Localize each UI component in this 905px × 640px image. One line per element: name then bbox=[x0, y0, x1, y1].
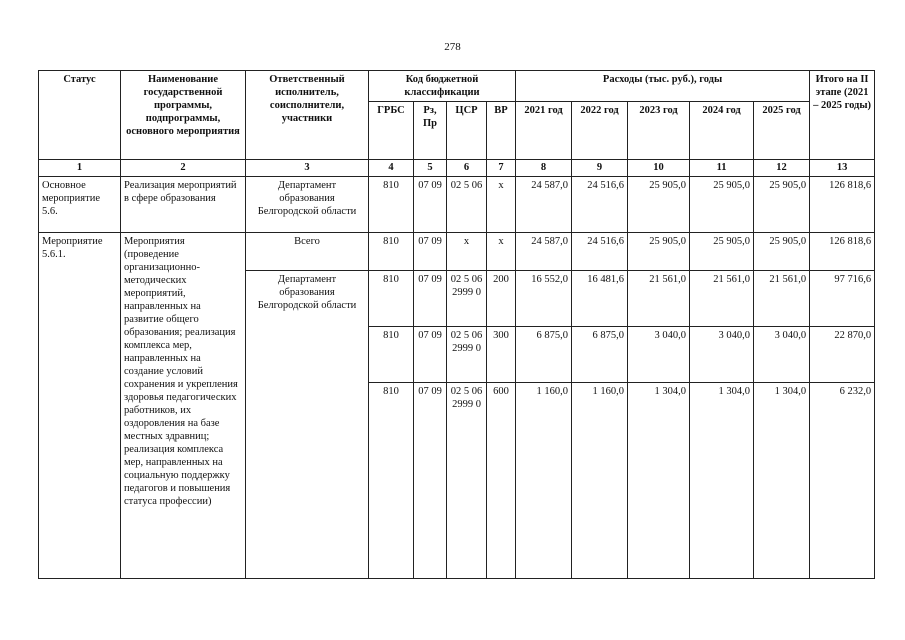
table-row-event-total bbox=[39, 233, 875, 271]
row4-2025: 3 040,0 bbox=[754, 327, 810, 383]
column-number-row bbox=[39, 160, 875, 177]
column-number: 6 bbox=[447, 160, 487, 177]
header-status: Статус bbox=[39, 71, 121, 160]
row1-2022: 24 516,6 bbox=[572, 177, 628, 233]
header-budget-code: Код бюджетной классификации bbox=[369, 71, 516, 102]
row1-status: Основное мероприятие 5.6. bbox=[39, 177, 121, 233]
row5-2024: 1 304,0 bbox=[690, 383, 754, 579]
row5-csr: 02 5 06 2999 0 bbox=[447, 383, 487, 579]
header-2023: 2023 год bbox=[628, 102, 690, 160]
row1-2024: 25 905,0 bbox=[690, 177, 754, 233]
row2-2025: 25 905,0 bbox=[754, 233, 810, 271]
row5-2021: 1 160,0 bbox=[516, 383, 572, 579]
row1-total: 126 818,6 bbox=[810, 177, 875, 233]
row4-2022: 6 875,0 bbox=[572, 327, 628, 383]
table-row-main-event bbox=[39, 177, 875, 233]
header-vr: ВР bbox=[487, 102, 516, 160]
row1-2021: 24 587,0 bbox=[516, 177, 572, 233]
row3-2021: 16 552,0 bbox=[516, 271, 572, 327]
row4-2023: 3 040,0 bbox=[628, 327, 690, 383]
row1-rzpr: 07 09 bbox=[414, 177, 447, 233]
row1-csr: 02 5 06 bbox=[447, 177, 487, 233]
row1-2025: 25 905,0 bbox=[754, 177, 810, 233]
row2-2021: 24 587,0 bbox=[516, 233, 572, 271]
row3-executor: Департамент образования Белгородской области bbox=[246, 271, 369, 579]
row3-2023: 21 561,0 bbox=[628, 271, 690, 327]
column-number: 7 bbox=[487, 160, 516, 177]
row5-rzpr: 07 09 bbox=[414, 383, 447, 579]
column-number: 11 bbox=[690, 160, 754, 177]
column-number: 8 bbox=[516, 160, 572, 177]
row1-grbs: 810 bbox=[369, 177, 414, 233]
row4-vr: 300 bbox=[487, 327, 516, 383]
row4-2024: 3 040,0 bbox=[690, 327, 754, 383]
column-number: 2 bbox=[121, 160, 246, 177]
page-number: 278 bbox=[444, 41, 461, 53]
row3-2022: 16 481,6 bbox=[572, 271, 628, 327]
row3-grbs: 810 bbox=[369, 271, 414, 327]
row1-executor: Департамент образования Белгородской области bbox=[246, 177, 369, 233]
column-number: 1 bbox=[39, 160, 121, 177]
header-grbs: ГРБС bbox=[369, 102, 414, 160]
column-number: 9 bbox=[572, 160, 628, 177]
header-2025: 2025 год bbox=[754, 102, 810, 160]
row2-grbs: 810 bbox=[369, 233, 414, 271]
header-2021: 2021 год bbox=[516, 102, 572, 160]
row3-vr: 200 bbox=[487, 271, 516, 327]
header-expenses: Расходы (тыс. руб.), годы bbox=[516, 71, 810, 102]
row4-grbs: 810 bbox=[369, 327, 414, 383]
column-number: 5 bbox=[414, 160, 447, 177]
column-number: 12 bbox=[754, 160, 810, 177]
row2-2022: 24 516,6 bbox=[572, 233, 628, 271]
column-number: 3 bbox=[246, 160, 369, 177]
header-csr: ЦСР bbox=[447, 102, 487, 160]
header-2024: 2024 год bbox=[690, 102, 754, 160]
header-name: Наименование государственной программы, подпрограммы, основного мероприятия bbox=[121, 71, 246, 160]
row1-name: Реализация мероприятий в сфере образования bbox=[121, 177, 246, 233]
row5-vr: 600 bbox=[487, 383, 516, 579]
row4-rzpr: 07 09 bbox=[414, 327, 447, 383]
row2-executor: Всего bbox=[246, 233, 369, 271]
row5-2023: 1 304,0 bbox=[628, 383, 690, 579]
row2-status: Мероприятие 5.6.1. bbox=[39, 233, 121, 579]
row5-2022: 1 160,0 bbox=[572, 383, 628, 579]
header-total: Итого на II этапе (2021 – 2025 годы) bbox=[810, 71, 875, 160]
row2-2024: 25 905,0 bbox=[690, 233, 754, 271]
column-number: 13 bbox=[810, 160, 875, 177]
row1-vr: х bbox=[487, 177, 516, 233]
row2-rzpr: 07 09 bbox=[414, 233, 447, 271]
row2-2023: 25 905,0 bbox=[628, 233, 690, 271]
row5-2025: 1 304,0 bbox=[754, 383, 810, 579]
row2-vr: х bbox=[487, 233, 516, 271]
row4-total: 22 870,0 bbox=[810, 327, 875, 383]
row5-total: 6 232,0 bbox=[810, 383, 875, 579]
row1-2023: 25 905,0 bbox=[628, 177, 690, 233]
column-number: 4 bbox=[369, 160, 414, 177]
header-row-1 bbox=[39, 71, 875, 102]
row3-2025: 21 561,0 bbox=[754, 271, 810, 327]
row3-2024: 21 561,0 bbox=[690, 271, 754, 327]
row4-2021: 6 875,0 bbox=[516, 327, 572, 383]
header-executor: Ответственный исполнитель, соисполнители, участники bbox=[246, 71, 369, 160]
header-rzpr: Рз, Пр bbox=[414, 102, 447, 160]
row2-csr: х bbox=[447, 233, 487, 271]
row3-csr: 02 5 06 2999 0 bbox=[447, 271, 487, 327]
row4-csr: 02 5 06 2999 0 bbox=[447, 327, 487, 383]
row2-name: Мероприятия (проведение организационно-методических мероприятий, направленных на развитие общего образования; реализация комплекса мер, направленных на создание условий сохранения и укрепления здоровья педагогических работников, их оздоровления на базе местных здравниц; реализация комплекса мер, направленных на социальную поддержку педагогов и повышения статуса профессии) bbox=[121, 233, 246, 579]
column-number: 10 bbox=[628, 160, 690, 177]
row3-rzpr: 07 09 bbox=[414, 271, 447, 327]
row5-grbs: 810 bbox=[369, 383, 414, 579]
header-2022: 2022 год bbox=[572, 102, 628, 160]
row2-total: 126 818,6 bbox=[810, 233, 875, 271]
row3-total: 97 716,6 bbox=[810, 271, 875, 327]
budget-table bbox=[38, 70, 875, 579]
